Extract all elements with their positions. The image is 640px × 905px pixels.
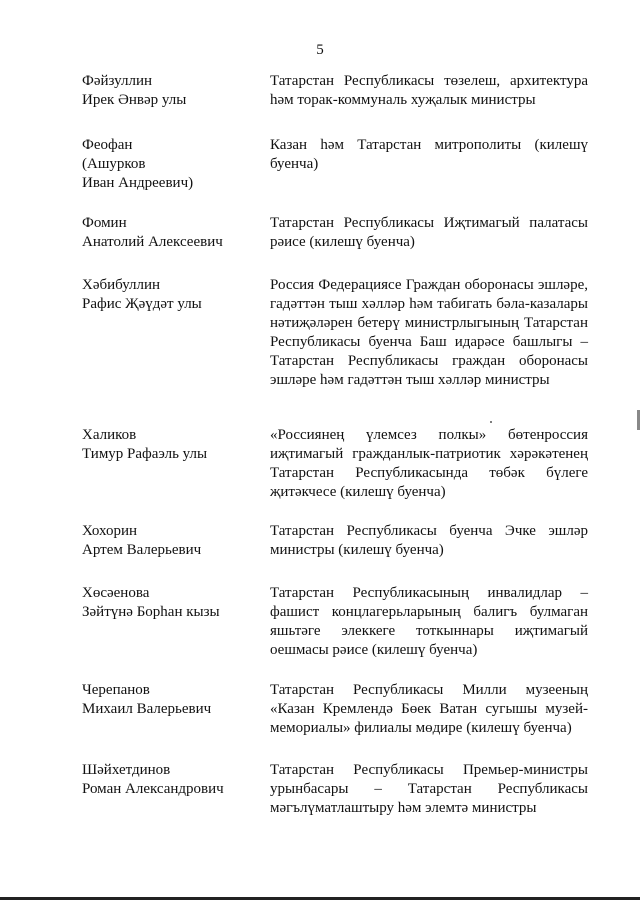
name-line: (Ашурков <box>82 156 146 172</box>
name-line: Анатолий Алексеевич <box>82 234 223 250</box>
name-line: Ирек Әнвәр улы <box>82 92 187 108</box>
name-line: Роман Александрович <box>82 781 224 797</box>
person-role: Казан һәм Татарстан митрополиты (килешү буенча) <box>270 137 588 172</box>
person-name <box>82 584 262 622</box>
person-role: Татарстан Республикасы төзелеш, архитектура һәм торак-коммуналь хуҗалык министры <box>270 73 588 108</box>
person-name <box>82 72 262 110</box>
person-name <box>82 276 262 314</box>
scan-speck <box>490 421 492 423</box>
name-line: Феофан <box>82 137 133 153</box>
name-line: Артем Валерьевич <box>82 542 202 558</box>
name-line: Хохорин <box>82 523 137 539</box>
name-line: Черепанов <box>82 682 150 698</box>
name-line: Михаил Валерьевич <box>82 701 212 717</box>
person-name <box>82 761 262 799</box>
name-line: Шәйхетдинов <box>82 762 171 778</box>
name-line: Фәйзуллин <box>82 73 153 89</box>
name-line: Хәбибуллин <box>82 277 161 293</box>
name-line: Тимур Рафаэль улы <box>82 446 208 462</box>
person-name <box>82 681 262 719</box>
scan-bottom-edge <box>0 897 640 900</box>
name-line: Иван Андреевич) <box>82 175 194 191</box>
person-role: «Россиянең үлемсез полкы» бөтенроссия иҗтимагый гражданлык-патриотик хәрәкәтенең Татарстан Республикасында төбәк бүлеге җитәкчесе (килешү буенча) <box>270 427 588 500</box>
person-role: Татарстан Республикасы Иҗтимагый палатасы рәисе (килешү буенча) <box>270 215 588 250</box>
person-role: Татарстан Республикасы буенча Эчке эшләр министры (килешү буенча) <box>270 523 588 558</box>
name-line: Халиков <box>82 427 137 443</box>
name-line: Хөсәенова <box>82 585 150 601</box>
name-line: Рафис Җәүдәт улы <box>82 296 202 312</box>
name-line: Фомин <box>82 215 127 231</box>
page-number: 5 <box>316 42 324 58</box>
person-role: Татарстан Республикасының инвалидлар – фашист концлагерьларының балигъ булмаган яшьтәге элеккеге тоткыннары иҗтимагый оешмасы рәисе (килешү буенча) <box>270 585 588 658</box>
person-name <box>82 136 262 193</box>
person-role: Татарстан Республикасы Милли музееның «Казан Кремлендә Бөек Ватан сугышы музей-мемориалы» филиалы мөдире (килешү буенча) <box>270 682 588 736</box>
person-name <box>82 426 262 464</box>
person-role: Татарстан Республикасы Премьер-министры урынбасары – Татарстан Республикасы мәгълүматлаштыру һәм элемтә министры <box>270 762 588 816</box>
person-role: Россия Федерациясе Граждан оборонасы эшләре, гадәттән тыш хәлләр һәм табигать бәла-казалары нәтиҗәләрен бетерү министрлыгының Татарстан Республикасы буенча Баш идарәсе башлыгы – Татарстан Республикасы граждан оборонасы эшләре һәм гадәттән тыш хәлләр министры <box>270 277 588 388</box>
name-line: Зәйтүнә Борһан кызы <box>82 604 220 620</box>
person-name <box>82 214 262 252</box>
person-name <box>82 522 262 560</box>
